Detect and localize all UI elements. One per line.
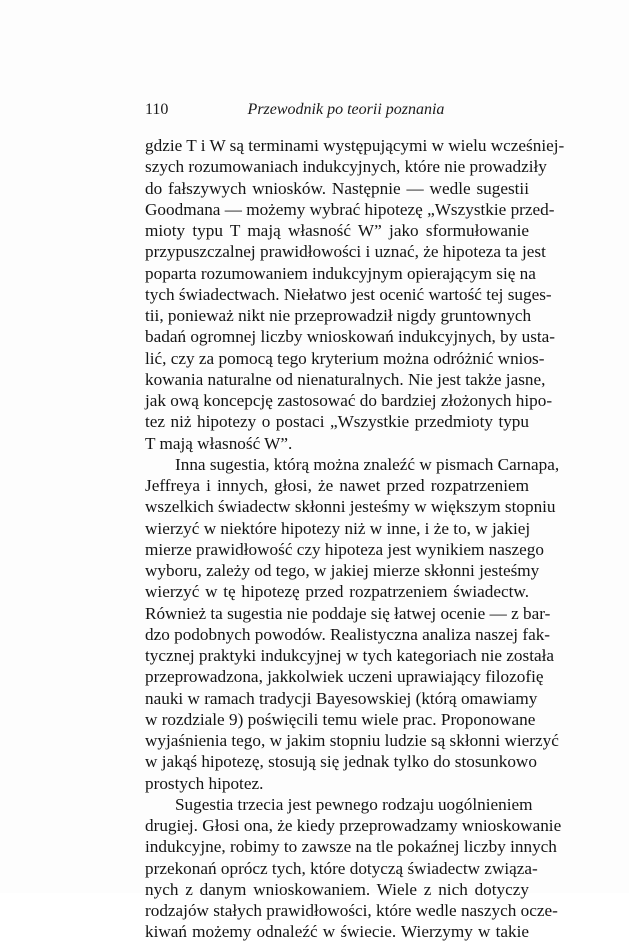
text-line: wyboru, zależy od tego, w jakiej mierze skłonni jesteśmy [145,561,540,580]
text-line: rodzajów stałych prawidłowości, które wedle naszych ocze- [145,901,558,920]
text-line: drugiej. Głosi ona, że kiedy przeprowadzamy wnioskowanie [145,816,562,835]
text-line: przekonań oprócz tych, które dotyczą świadectw związa- [145,858,538,878]
page-number: 110 [145,101,169,118]
text-line: indukcyjne, robimy to zawsze na tle pokaźnej liczby innych [145,837,557,857]
text-line: Jeffreya i innych, głosi, że nawet przed rozpatrzeniem [145,476,529,495]
text-line: T mają własność W”. [145,433,293,453]
text-line: tych świadectwach. Niełatwo jest ocenić wartość tej suges- [145,284,552,304]
text-line: dzo podobnych powodów. Realistyczna analiza naszej fak- [145,624,551,644]
text-line: gdzie T i W są terminami występującymi w wielu wcześniej- [145,136,565,155]
text-line: kowania naturalne od nienaturalnych. Nie jest także jasne, [145,369,546,389]
text-line: jak ową koncepcję zastosować do bardziej złożonych hipo- [145,391,553,410]
text-line: kiwań możemy odnaleźć w świecie. Wierzymy w takie [145,922,529,942]
paragraph-first-line: Sugestia trzecia jest pewnego rodzaju uogólnieniem [175,794,533,814]
text-line: poparta rozumowaniem indukcyjnym opierającym się na [145,263,536,283]
text-line: nauki w ramach tradycji Bayesowskiej (którą omawiamy [145,688,538,708]
text-line: wyjaśnienia tego, w jakim stopniu ludzie są skłonni wierzyć [145,731,559,750]
text-line: Również ta sugestia nie poddaje się łatwej ocenie — z bar- [145,603,551,623]
text-line: mioty typu T mają własność W” jako sformułowanie [145,221,529,240]
text-line: Goodmana — możemy wybrać hipotezę „Wszystkie przed- [145,199,555,219]
text-line: wszelkich świadectw skłonni jesteśmy w większym stopniu [145,497,556,517]
text-line: w jakąś hipotezę, stosują się jednak tylko do stosunkowo [145,752,537,772]
text-line: tii, ponieważ nikt nie przeprowadził nigdy gruntownych [145,306,532,325]
text-line: wierzyć w tę hipotezę przed rozpatrzeniem świadectw. [145,582,529,602]
text-line: szych rozumowaniach indukcyjnych, które nie prowadziły [145,157,547,177]
running-title: Przewodnik po teorii poznania [247,101,445,118]
text-line: do fałszywych wniosków. Następnie — wedle sugestii [145,178,529,198]
text-line: przypuszczalnej prawidłowości i uznać, że hipoteza ta jest [145,242,546,262]
text-line: badań ogromnej liczby wnioskowań indukcyjnych, by usta- [145,327,556,347]
paragraph-first-line: Inna sugestia, którą można znaleźć w pismach Carnapa, [175,454,560,474]
text-line: tycznej praktyki indukcyjnej w tych kategoriach nie została [145,646,555,665]
text-line: tez niż hipotezy o postaci „Wszystkie przedmioty typu [145,412,529,432]
text-line: prostych hipotez. [145,773,264,793]
running-head [145,101,529,123]
text-line: w rozdziale 9) poświęcili temu wiele prac. Proponowane [145,709,536,729]
text-line: nych z danym wnioskowaniem. Wiele z nich dotyczy [145,879,529,899]
body-text [145,135,565,943]
text-line: lić, czy za pomocą tego kryterium można odróżnić wnios- [145,348,545,368]
text-line: przeprowadzona, jakkolwiek uczeni uprawiający filozofię [145,667,544,687]
text-line: mierze prawidłowość czy hipoteza jest wynikiem naszego [145,539,544,559]
text-line: wierzyć w niektóre hipotezy niż w inne, i że to, w jakiej [145,518,531,538]
